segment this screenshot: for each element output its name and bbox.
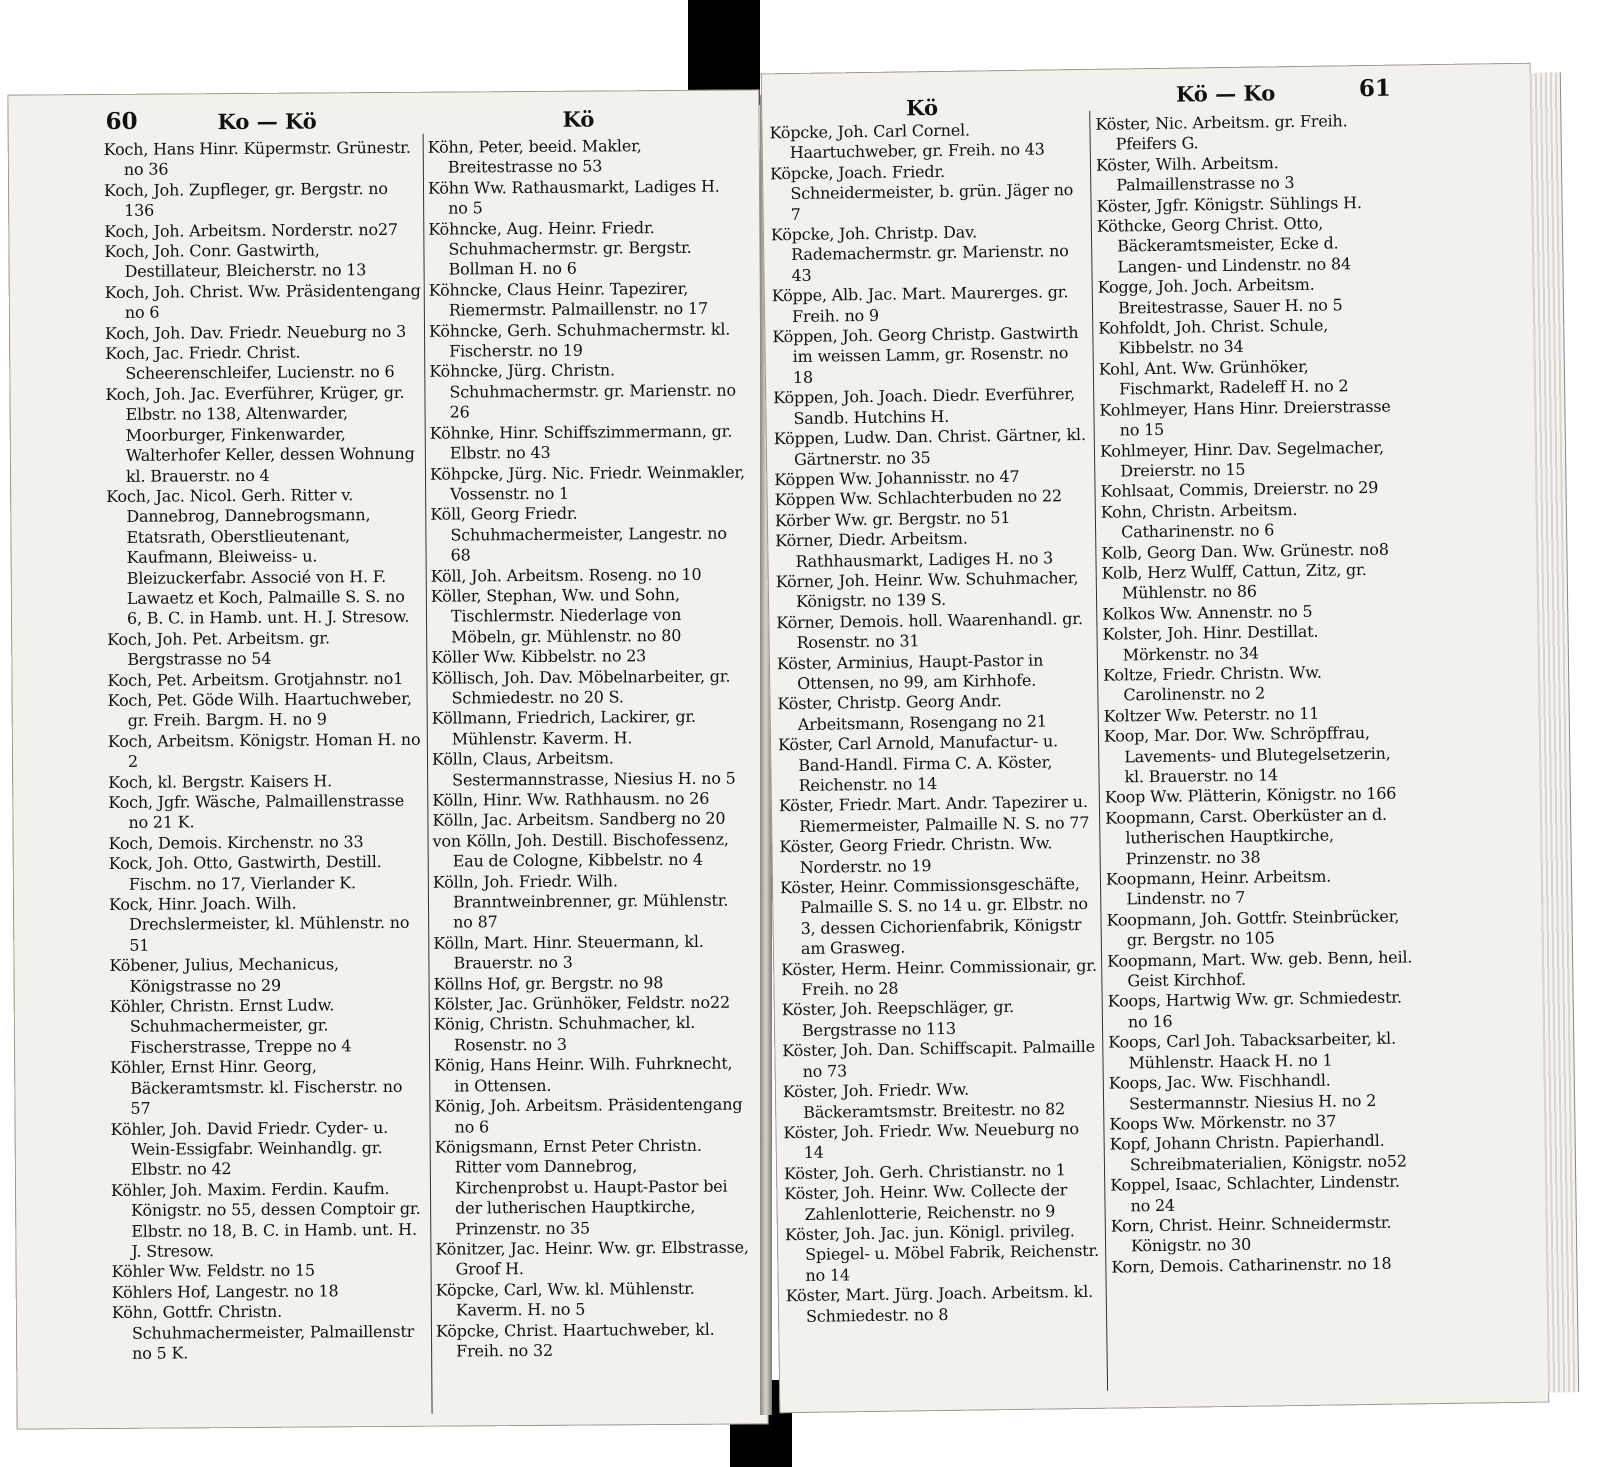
directory-entry: Koltze, Friedr. Christn. Ww. Carolinenstr. no 2 xyxy=(1102,662,1322,705)
directory-entry: Kock, Joh. Otto, Gastwirth, Destill. Fischm. no 17, Vierlander K. xyxy=(108,852,382,894)
left-header-letters: Ko — Kö xyxy=(217,108,317,135)
left-header-col2-letters: Kö xyxy=(562,106,595,132)
right-page-column-1 xyxy=(769,119,1102,1327)
left-page-number: 60 xyxy=(105,107,138,135)
directory-entry: Köster, Wilh. Arbeitsm. Palmaillenstrasse no 3 xyxy=(1095,153,1295,195)
directory-entry: Köppe, Alb. Jac. Mart. Maurerges. gr. Freih. no 9 xyxy=(771,282,1069,326)
directory-entry: Köll, Joh. Arbeitsm. Roseng. no 10 xyxy=(430,564,702,586)
left-page xyxy=(7,89,768,1429)
directory-entry: Koop, Mar. Dor. Ww. Schröpffrau, Lavements- und Blutegelsetzerin, kl. Brauerstr. no 14 xyxy=(1103,723,1391,787)
directory-entry: Koch, Joh. Jac. Everführer, Krüger, gr. Elbstr. no 138, Altenwarder, Moorburger, Finkenwarder, Walterhofer Keller, dessen Wohnung kl. Brauerstr. no 4 xyxy=(105,382,415,486)
directory-entry: Köster, Arminius, Haupt-Pastor in Ottensen, no 99, am Kirhhofe. xyxy=(776,650,1044,693)
directory-entry: Koch, Arbeitsm. Königstr. Homan H. no 2 xyxy=(107,729,421,772)
directory-entry: Köhler, Christn. Ernst Ludw. Schuhmachermeister, gr. Fischerstrasse, Treppe no 4 xyxy=(109,995,352,1057)
directory-entry: Koopmann, Carst. Oberküster an d. lutherischen Hauptkirche, Prinzenstr. no 38 xyxy=(1104,804,1387,869)
left-page-column-1 xyxy=(104,138,429,1365)
directory-entry: Kohlmeyer, Hans Hinr. Dreierstrasse no 15 xyxy=(1099,396,1391,440)
directory-entry: Kohn, Christn. Arbeitsm. Catharinenstr. no 6 xyxy=(1100,499,1298,542)
directory-entry: Koops Ww. Mörkenstr. no 37 xyxy=(1109,1111,1337,1134)
directory-entry: Körner, Diedr. Arbeitsm. Rathhausmarkt, Ladiges H. no 3 xyxy=(775,528,1054,571)
directory-entry: Koch, Demois. Kirchenstr. no 33 xyxy=(108,831,364,853)
directory-entry: Köhnke, Hinr. Schiffszimmermann, gr. Elbstr. no 43 xyxy=(429,421,733,463)
directory-entry: Koltzer Ww. Peterstr. no 11 xyxy=(1103,703,1320,726)
directory-entry: Koch, Jac. Friedr. Christ. Scheerenschleifer, Lucienstr. no 6 xyxy=(105,342,395,384)
directory-entry: Köster, Herm. Heinr. Commissionair, gr. Freih. no 28 xyxy=(781,955,1097,1000)
directory-entry: König, Hans Heinr. Wilh. Fuhrknecht, in Ottensen. xyxy=(434,1053,733,1096)
directory-entry: Köster, Friedr. Mart. Andr. Tapezirer u. Riemermeister, Palmaille N. S. no 77 xyxy=(778,792,1090,836)
directory-entry: Köster, Joh. Heinr. Ww. Collecte der Zahlenlotterie, Reichenstr. no 9 xyxy=(784,1180,1068,1224)
directory-entry: Kohlsaat, Commis, Dreierstr. no 29 xyxy=(1100,478,1379,502)
directory-entry: Koops, Hartwig Ww. gr. Schmiedestr. no 16 xyxy=(1107,988,1402,1032)
directory-entry: Köppen, Joh. Georg Christp. Gastwirth im weissen Lamm, gr. Rosenstr. no 18 xyxy=(772,323,1079,387)
directory-entry: Könitzer, Jac. Heinr. Ww. gr. Elbstrasse, Groof H. xyxy=(435,1237,749,1279)
directory-entry: Köster, Joh. Friedr. Ww. Neueburg no 14 xyxy=(783,1119,1079,1163)
directory-entry: von Kölln, Joh. Destill. Bischofessenz, Eau de Cologne, Kibbelstr. no 4 xyxy=(432,829,729,871)
directory-entry: Koch, Joh. Zupfleger, gr. Bergstr. no 136 xyxy=(103,178,388,221)
directory-entry: Köster, Jgfr. Königstr. Sühlings H. xyxy=(1096,192,1362,216)
directory-entry: Köhn, Peter, beeid. Makler, Breitestrasse no 53 xyxy=(427,136,642,177)
directory-entry: Korn, Christ. Heinr. Schneidermstr. Königstr. no 30 xyxy=(1110,1212,1392,1256)
directory-entry: Koch, Jac. Nicol. Gerh. Ritter v. Dannebrog, Dannebrogsmann, Etatsrath, Oberstlieutenant, Kaufmann, Bleiweiss- u. Bleizuckerfabr. Associé von H. F. Lawaetz et Koch, Palmaille S. S. no 6, B. C. in Hamb. unt. H. J. Stresow. xyxy=(106,485,410,629)
directory-entry: Koops, Jac. Ww. Fischhandl. Sestermannstr. Niesius H. no 2 xyxy=(1108,1070,1377,1113)
directory-entry: Köppen Ww. Schlachterbuden no 22 xyxy=(774,486,1062,510)
directory-entry: Köster, Carl Arnold, Manufactur- u. Band-Handl. Firma C. A. Köster, Reichenstr. no 14 xyxy=(777,731,1059,795)
directory-entry: Köpcke, Joh. Christp. Dav. Rademachermstr. gr. Marienstr. no 43 xyxy=(770,222,1069,285)
directory-entry: Koop Ww. Plätterin, Königstr. no 166 xyxy=(1104,784,1397,808)
directory-entry: Kölln, Hinr. Ww. Rathhausm. no 26 xyxy=(432,788,710,810)
directory-entry: Koopmann, Mart. Ww. geb. Benn, heil. Geist Kirchhof. xyxy=(1106,947,1413,991)
directory-entry: Köster, Mart. Jürg. Joach. Arbeitsm. kl. Schmiedestr. no 8 xyxy=(785,1282,1094,1326)
right-page-number: 61 xyxy=(1358,74,1392,103)
directory-entry: Körner, Joh. Heinr. Ww. Schuhmacher, Königstr. no 139 S. xyxy=(775,567,1079,612)
directory-entry: Kölster, Jac. Grünhöker, Feldstr. no22 xyxy=(433,992,730,1014)
directory-entry: Köster, Christp. Georg Andr. Arbeitsmann, Rosengang no 21 xyxy=(777,691,1047,734)
right-page-column-2 xyxy=(1095,111,1417,1278)
directory-entry: Köhn, Gottfr. Christn. Schuhmachermeister, Palmaillenstr no 5 K. xyxy=(111,1301,415,1363)
directory-entry: Köthcke, Georg Christ. Otto, Bäckeramtsmeister, Ecke d. Langen- und Lindenstr. no 84 xyxy=(1096,213,1351,277)
directory-entry: Köhncke, Claus Heinr. Tapezirer, Riemermstr. Palmaillenstr. no 17 xyxy=(428,278,708,320)
directory-entry: Köhler, Joh. David Friedr. Cyder- u. Wein-Essigfabr. Weinhandlg. gr. Elbstr. no 42 xyxy=(110,1117,389,1180)
directory-entry: Köpcke, Joach. Friedr. Schneidermeister, b. grün. Jäger no 7 xyxy=(769,161,1074,224)
directory-entry: Kölln, Mart. Hinr. Steuermann, kl. Brauerstr. no 3 xyxy=(433,931,704,973)
directory-entry: Kölln, Claus, Arbeitsm. Sestermannstrasse, Niesius H. no 5 xyxy=(431,748,736,790)
right-page xyxy=(761,63,1550,1414)
directory-entry: Kolb, Georg Dan. Ww. Grünestr. no8 xyxy=(1101,539,1389,563)
right-header-letters: Kö — Ko xyxy=(1175,80,1276,107)
directory-entry: Koch, Hans Hinr. Küpermstr. Grünestr. no 36 xyxy=(103,137,411,180)
directory-entry: Koch, Joh. Conr. Gastwirth, Destillateur, Bleicherstr. no 13 xyxy=(104,240,367,282)
directory-entry: Köbener, Julius, Mechanicus, Königstrasse no 29 xyxy=(109,954,339,996)
directory-entry: Körber Ww. gr. Bergstr. no 51 xyxy=(774,507,1011,531)
directory-entry: Koch, kl. Bergstr. Kaisers H. xyxy=(108,770,333,792)
directory-entry: Köhn Ww. Rathausmarkt, Ladiges H. no 5 xyxy=(427,176,720,218)
directory-entry: Kölln, Joh. Friedr. Wilh. Branntweinbrenner, gr. Mühlenstr. no 87 xyxy=(432,871,729,932)
directory-entry: Köster, Nic. Arbeitsm. gr. Freih. Pfeifers G. xyxy=(1095,111,1348,154)
directory-entry: Kock, Hinr. Joach. Wilh. Drechslermeister, kl. Mühlenstr. no 51 xyxy=(108,893,410,955)
directory-entry: Kopf, Johann Christn. Papierhandl. Schreibmaterialien, Königstr. no52 xyxy=(1109,1131,1407,1175)
directory-entry: Körner, Demois. holl. Waarenhandl. gr. Rosenstr. no 31 xyxy=(776,608,1083,653)
directory-entry: Koch, Pet. Arbeitsm. Grotjahnstr. no1 xyxy=(107,668,404,690)
directory-entry: Koppel, Isaac, Schlachter, Lindenstr. no 24 xyxy=(1110,1171,1400,1215)
directory-entry: Koopmann, Joh. Gottfr. Steinbrücker, gr. Bergstr. no 105 xyxy=(1106,906,1400,950)
directory-entry: Köpcke, Carl, Ww. kl. Mühlenstr. Kaverm. H. no 5 xyxy=(435,1278,695,1320)
directory-entry: Köppen, Joh. Joach. Diedr. Everführer, Sandb. Hutchins H. xyxy=(773,384,1076,428)
directory-entry: Köller, Stephan, Ww. und Sohn, Tischlermstr. Niederlage von Möbeln, gr. Mühlenstr. no 80 xyxy=(430,584,682,647)
directory-entry: Königsmann, Ernst Peter Christn. Ritter vom Dannebrog, Kirchenprobst u. Haupt-Pastor bei der lutherischen Hauptkirche, Prinzenstr. no 35 xyxy=(434,1135,728,1239)
directory-entry: Köhncke, Jürg. Christn. Schuhmachermstr. gr. Marienstr. no 26 xyxy=(429,360,736,422)
directory-entry: König, Joh. Arbeitsm. Präsidentengang no 6 xyxy=(434,1094,743,1137)
directory-entry: Köhncke, Aug. Heinr. Friedr. Schuhmachermstr. gr. Bergstr. Bollman H. no 6 xyxy=(428,217,692,280)
directory-entry: Koch, Jgfr. Wäsche, Palmaillenstrasse no 21 K. xyxy=(108,790,405,833)
directory-entry: Köster, Georg Friedr. Christn. Ww. Norderstr. no 19 xyxy=(779,833,1053,877)
directory-entry: Köppen Ww. Johannisstr. no 47 xyxy=(774,466,1020,490)
directory-entry: Köpcke, Joh. Carl Cornel. Haartuchweber, gr. Freih. no 43 xyxy=(769,120,1045,163)
directory-entry: Kolb, Herz Wulff, Cattun, Zitz, gr. Mühlenstr. no 86 xyxy=(1101,559,1367,603)
directory-entry: Köllmann, Friedrich, Lackirer, gr. Mühlenstr. Kaverm. H. xyxy=(431,707,696,749)
directory-entry: Korn, Demois. Catharinenstr. no 18 xyxy=(1111,1253,1392,1277)
directory-entry: Köll, Georg Friedr. Schuhmachermeister, Langestr. no 68 xyxy=(430,503,727,565)
directory-entry: Kolster, Joh. Hinr. Destillat. Mörkenstr. no 34 xyxy=(1102,621,1319,665)
directory-entry: Köhpcke, Jürg. Nic. Friedr. Weinmakler, Vossenstr. no 1 xyxy=(429,462,745,504)
directory-entry: Kohlmeyer, Hinr. Dav. Segelmacher, Dreierstr. no 15 xyxy=(1099,437,1384,481)
directory-entry: Köster, Joh. Jac. jun. Königl. privileg. Spiegel- u. Möbel Fabrik, Reichenstr. no 14 xyxy=(784,1221,1100,1285)
directory-entry: Köppen, Ludw. Dan. Christ. Gärtner, kl. Gärtnerstr. no 35 xyxy=(773,425,1086,469)
directory-entry: Köhncke, Gerh. Schuhmachermstr. kl. Fischerstr. no 19 xyxy=(428,319,731,361)
right-page-header xyxy=(761,74,1531,121)
directory-entry: Koch, Joh. Arbeitsm. Norderstr. no27 xyxy=(104,219,398,241)
directory-entry: Köller Ww. Kibbelstr. no 23 xyxy=(431,646,647,667)
directory-entry: Koch, Pet. Göde Wilh. Haartuchweber, gr. Freih. Bargm. H. no 9 xyxy=(107,688,412,731)
directory-entry: Köster, Joh. Gerh. Christianstr. no 1 xyxy=(783,1160,1066,1183)
directory-entry: Köllns Hof, gr. Bergstr. no 98 xyxy=(433,972,664,994)
directory-entry: Koch, Joh. Dav. Friedr. Neueburg no 3 xyxy=(104,321,407,343)
directory-entry: Koops, Carl Joh. Tabacksarbeiter, kl. Mühlenstr. Haack H. no 1 xyxy=(1108,1028,1397,1073)
directory-entry: Köpcke, Christ. Haartuchweber, kl. Freih. no 32 xyxy=(435,1319,715,1361)
directory-entry: Koch, Joh. Christ. Ww. Präsidentengang no 6 xyxy=(104,280,421,323)
directory-entry: Köster, Joh. Friedr. Ww. Bäckeramtsmstr. Breitestr. no 82 xyxy=(782,1079,1066,1122)
directory-entry: Kolkos Ww. Annenstr. no 5 xyxy=(1102,601,1313,624)
directory-entry: Kohl, Ant. Ww. Grünhöker, Fischmarkt, Radeleff H. no 2 xyxy=(1098,356,1349,399)
directory-entry: Kohfoldt, Joh. Christ. Schule, Kibbelstr. no 34 xyxy=(1098,315,1329,358)
left-page-column-2 xyxy=(428,136,753,1363)
directory-entry: König, Christn. Schuhmacher, kl. Rosenstr. no 3 xyxy=(433,1013,696,1055)
directory-entry: Köhler, Joh. Maxim. Ferdin. Kaufm. Königstr. no 55, dessen Comptoir gr. Elbstr. no 18, B. C. in Hamb. unt. H. J. Stresow. xyxy=(110,1178,421,1261)
directory-entry: Köhler, Ernst Hinr. Georg, Bäckeramtsmstr. kl. Fischerstr. no 57 xyxy=(110,1056,403,1118)
directory-entry: Köster, Joh. Reepschläger, gr. Bergstrasse no 113 xyxy=(781,997,1015,1040)
directory-entry: Kogge, Joh. Joch. Arbeitsm. Breitestrasse, Sauer H. no 5 xyxy=(1097,274,1343,318)
directory-entry: Köhlers Hof, Langestr. no 18 xyxy=(111,1281,339,1302)
directory-entry: Köhler Ww. Feldstr. no 15 xyxy=(111,1260,315,1282)
right-header-col1-letters: Kö xyxy=(906,94,939,121)
directory-entry: Köster, Heinr. Commissionsgeschäfte, Palmaille S. S. no 14 u. gr. Elbstr. no 3, dessen Cichorienfabrik, Königstr am Grasweg. xyxy=(779,874,1089,959)
directory-entry: Kölln, Jac. Arbeitsm. Sandberg no 20 xyxy=(432,809,726,831)
directory-entry: Köster, Joh. Dan. Schiffscapit. Palmaille no 73 xyxy=(782,1037,1096,1081)
directory-entry: Koch, Joh. Pet. Arbeitsm. gr. Bergstrasse no 54 xyxy=(107,628,330,669)
left-page-header xyxy=(7,103,759,138)
directory-entry: Koopmann, Heinr. Arbeitsm. Lindenstr. no 7 xyxy=(1105,866,1332,909)
directory-entry: Köllisch, Joh. Dav. Möbelnarbeiter, gr. Schmiedestr. no 20 S. xyxy=(431,666,731,708)
